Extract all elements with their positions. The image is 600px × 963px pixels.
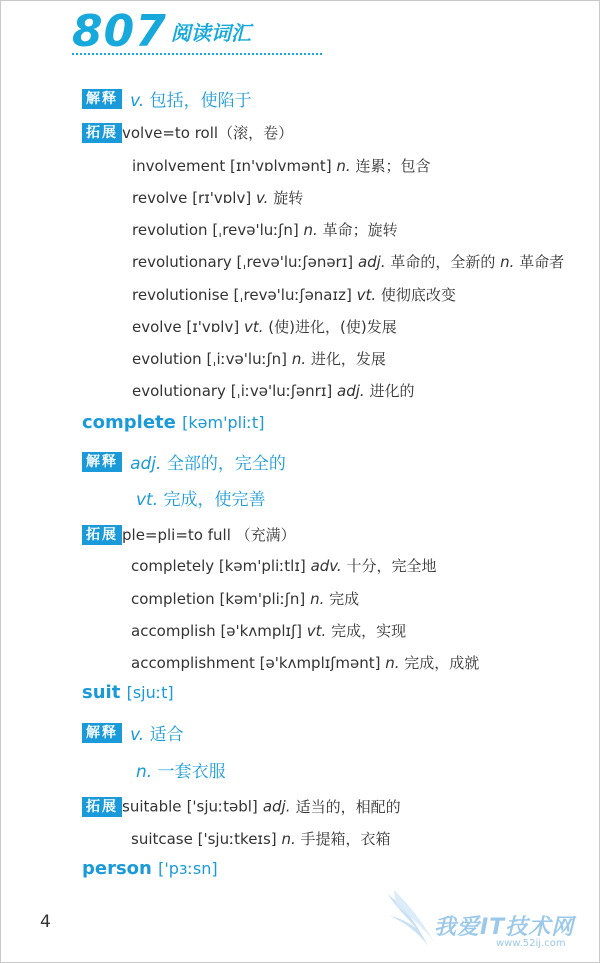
pronunciation: ['sjuːtkeɪs] (197, 830, 277, 848)
definition-pos: adj. (130, 454, 162, 474)
part-of-speech: n. (291, 350, 307, 368)
extend-line (82, 524, 296, 545)
derived-headword: completion (131, 590, 215, 608)
watermark-text: 我爱IT技术网 (434, 915, 575, 940)
definition-line (82, 86, 252, 111)
meaning: 革命的，全新的 (390, 253, 496, 271)
derived-headword: involvement (132, 157, 226, 175)
pronunciation: [ˌiːvə'luːʃənrɪ] (230, 382, 333, 400)
explain-tag: 解释 (82, 452, 122, 472)
definition-meaning: 全部的，完全的 (166, 454, 286, 474)
extend-tag: 拓展 (82, 123, 122, 143)
headword-pronunciation: ['pɜːsn] (158, 859, 218, 878)
derived-headword: revolutionary (132, 253, 232, 271)
part-of-speech: n. (385, 654, 400, 672)
part-of-speech: n. (303, 221, 318, 239)
pronunciation: [ˌiːvə'luːʃn] (206, 350, 288, 368)
headword-person (82, 858, 218, 879)
derived-headword: accomplish (131, 622, 216, 640)
pronunciation: [ɪn'vɒlvmənt] (230, 157, 332, 175)
derived-word (131, 828, 391, 849)
meaning: (使)进化，(使)发展 (268, 318, 397, 336)
derived-headword: evolution (132, 350, 202, 368)
part-of-speech: vt. (243, 318, 264, 336)
headword: complete (82, 412, 176, 433)
derived-word (132, 187, 303, 208)
explain-tag: 解释 (82, 89, 122, 109)
derived-word (132, 316, 397, 337)
meaning: 进化的 (369, 382, 415, 400)
pronunciation: [ˌrevə'luːʃənərɪ] (236, 253, 354, 271)
part-of-speech: vt. (356, 286, 377, 304)
pronunciation: [ˌrevə'luːʃənaɪz] (233, 286, 352, 304)
derived-headword: suitable (122, 797, 182, 816)
pronunciation: ['sjuːtəbl] (186, 797, 258, 816)
definition-line (82, 720, 184, 745)
watermark-url: www.52ij.com (496, 938, 566, 949)
header-number: 807 (72, 6, 167, 57)
meaning: 完成，实现 (331, 622, 407, 640)
extend-tag: 拓展 (82, 797, 122, 817)
definition-meaning: 完成，使完善 (163, 490, 266, 510)
pronunciation: [kəm'pliːʃn] (219, 590, 306, 608)
definition-line (136, 485, 266, 510)
definition-pos: n. (136, 762, 153, 782)
definition-pos: v. (130, 725, 145, 745)
derived-headword: evolutionary (132, 382, 226, 400)
meaning: 适当的，相配的 (295, 798, 401, 816)
part-of-speech: adj. (262, 797, 291, 816)
part-of-speech: n. (281, 830, 296, 848)
definition-pos: v. (130, 91, 145, 111)
meaning: 旋转 (273, 189, 304, 207)
explain-tag: 解释 (82, 723, 122, 743)
definition-pos: vt. (136, 490, 159, 510)
definition-line (82, 449, 286, 474)
derived-word (131, 588, 359, 609)
part-of-speech: n. (310, 590, 325, 608)
definition-meaning: 一套衣服 (157, 762, 226, 782)
word-root: volve=to roll（滚，卷） (122, 124, 294, 142)
part-of-speech: adj. (357, 253, 386, 271)
derived-headword: accomplishment (131, 654, 255, 672)
part-of-speech: adj. (337, 382, 365, 400)
headword: person (82, 858, 152, 879)
part-of-speech: adv. (310, 557, 342, 575)
headword: suit (82, 682, 121, 703)
page-header (72, 6, 251, 57)
derived-headword: revolution (132, 221, 208, 239)
pronunciation: [ə'kʌmplɪʃ] (220, 622, 302, 640)
derived-word (132, 219, 398, 240)
headword-pronunciation: [sjuːt] (126, 683, 174, 702)
part-of-speech: v. (255, 189, 269, 207)
header-title: 阅读词汇 (170, 21, 251, 45)
meaning: 十分，完全地 (346, 557, 437, 575)
derived-word (132, 155, 430, 176)
pronunciation: [kəm'pliːtlɪ] (218, 557, 306, 575)
headword-complete (82, 412, 264, 433)
part-of-speech: n. (336, 157, 351, 175)
extend-line (82, 122, 293, 143)
derived-word (131, 555, 437, 576)
derived-headword: revolutionise (132, 286, 229, 304)
derived-headword: evolve (132, 318, 182, 336)
derived-headword: revolve (132, 189, 188, 207)
derived-word (132, 348, 386, 369)
meaning: 进化，发展 (310, 350, 386, 368)
derived-word (131, 652, 479, 673)
derived-word (132, 380, 414, 401)
pronunciation: [rɪ'vɒlv] (192, 189, 252, 207)
headword-suit (82, 682, 174, 703)
part-of-speech: vt. (306, 622, 327, 640)
pronunciation: [ˌrevə'luːʃn] (212, 221, 299, 239)
derived-word (132, 251, 564, 272)
extend-line (82, 796, 401, 817)
extend-tag: 拓展 (82, 525, 122, 545)
word-root: ple=pli=to full （充满） (122, 526, 296, 544)
definition-line (136, 757, 226, 782)
meaning: 革命；旋转 (322, 221, 398, 239)
derived-word (132, 284, 456, 305)
pronunciation: [ɪ'vɒlv] (186, 318, 240, 336)
meaning: 完成，成就 (404, 654, 480, 672)
meaning: 完成 (329, 590, 360, 608)
meaning: 革命者 (519, 253, 565, 271)
page-number: 4 (40, 912, 51, 932)
derived-word (131, 620, 406, 641)
definition-meaning: 包括，使陷于 (149, 91, 252, 111)
headword-pronunciation: [kəm'pliːt] (182, 413, 265, 432)
meaning: 使彻底改变 (380, 286, 456, 304)
watermark (384, 888, 594, 958)
derived-headword: suitcase (131, 830, 193, 848)
part-of-speech: n. (500, 253, 515, 271)
pronunciation: [ə'kʌmplɪʃmənt] (259, 654, 381, 672)
meaning: 手提箱，衣箱 (300, 830, 391, 848)
meaning: 连累；包含 (355, 157, 431, 175)
definition-meaning: 适合 (149, 725, 184, 745)
derived-headword: completely (131, 557, 215, 575)
header-divider (72, 53, 322, 55)
